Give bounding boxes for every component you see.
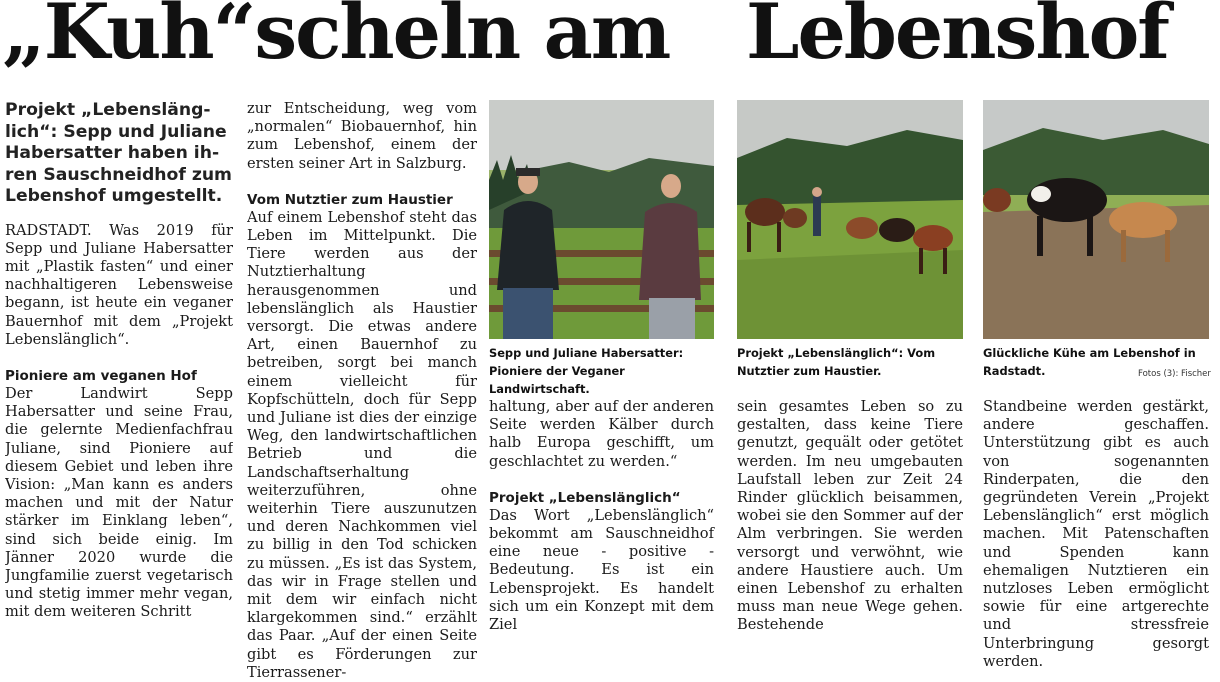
- lead-line: Habersatter haben ih-: [5, 143, 220, 163]
- lead-paragraph: [5, 100, 233, 208]
- body-paragraph: Standbeine werden gestärkt, andere geschaffen. Unterstützung gibt es auch von sogenannten Rinderpaten, die den gegründeten Verein „Projekt Lebenslänglich“ erst möglich machen. Mit Patenschaften und Spenden kann ehemaligen Nutztieren ein nutzloses Leben ermöglicht sowie für eine artgerechte und stressfreie Unterbringung gesorgt werden.: [983, 398, 1209, 670]
- caption-photo-1: Sepp und Juliane Habersatter: Pioniere der Veganer Landwirtschaft.: [489, 346, 684, 396]
- subheading-nutztier: Vom Nutztier zum Haustier: [247, 191, 453, 208]
- body-paragraph: Das Wort „Lebenslänglich“ bekommt am Sauschneidhof eine neue - positive - Bedeutung. Es ist ein Lebensprojekt. Es handelt sich um ein Konzept mit dem Ziel: [489, 506, 714, 634]
- body-paragraph: sein gesamtes Leben so zu gestalten, dass keine Tiere genutzt, gequält oder getötet werden. Im neu umgebauten Laufstall leben zur Zeit 24 Rinder glücklich beisammen, wobei sie den Sommer auf der Alm verbringen. Sie werden versorgt und verwöhnt, wie andere Haustiere auch. Um einen Lebenshof zu erhalten muss man neue Wege gehen. Bestehende: [737, 398, 963, 634]
- subheading-lebenslaenglich: Projekt „Lebenslänglich“: [489, 489, 681, 506]
- subheading-pioneers: Pioniere am veganen Hof: [5, 367, 197, 384]
- body-paragraph: haltung, aber auf der anderen Seite werden Kälber durch halb Europa geschifft, um geschlachtet zu werden.“: [489, 398, 714, 470]
- headline-part-1: „Kuh“scheln am: [2, 0, 670, 76]
- body-paragraph: Auf einem Lebenshof steht das Leben im Mittelpunkt. Die Tiere werden aus der Nutztierhaltung herausgenommen und lebenslänglich als Haustier versorgt. Die etwas andere Art, einen Bauernhof zu betreiben, sorgt bei manch einem vielleicht für Kopfschütteln, doch für Sepp und Juliane ist dies der einzige Weg, den landwirtschaftlichen Betrieb und die Landschaftserhaltung weiterzuführen, ohne weiterhin Tiere auszunutzen und deren Nachkommen viel zu billig in den Tod schicken zu müssen. „Es ist das System, das wir in Frage stellen und mit dem wir einfach nicht klargekommen sind.“ erzählt das Paar. „Auf der einen Seite gibt es Förderungen zur Tierrassener-: [247, 208, 477, 681]
- lead-line: Lebenshof umgestellt.: [5, 186, 223, 206]
- article-column-2: [247, 100, 477, 682]
- lead-line: ren Sauschneidhof zum: [5, 164, 232, 185]
- caption-photo-3: Glückliche Kühe am Lebenshof in Radstadt.: [983, 346, 1196, 378]
- article-column-1: [5, 100, 233, 622]
- lead-line: Projekt „Lebensläng-: [5, 100, 211, 120]
- headline-part-2: Lebenshof: [746, 0, 1168, 76]
- photo-happy-cows: [983, 100, 1209, 339]
- photo-couple: [489, 100, 714, 339]
- article-column-4: [737, 398, 963, 635]
- body-paragraph: zur Entscheidung, weg vom „normalen“ Biobauernhof, hin zum Lebenshof, einem der ersten seiner Art in Salzburg.: [247, 100, 477, 172]
- photo-credit: Fotos (3): Fischer: [1138, 369, 1211, 379]
- intro-paragraph: RADSTADT. Was 2019 für Sepp und Juliane Habersatter mit „Plastik fasten“ und einer nachhaltigeren Lebensweise begann, ist heute ein veganer Bauernhof mit dem „Projekt Lebenslänglich“.: [5, 221, 233, 348]
- caption-photo-2: Projekt „Lebenslänglich“: Vom Nutztier zum Haustier.: [737, 346, 936, 378]
- body-paragraph: Der Landwirt Sepp Habersatter und seine Frau, die gelernte Medienfachfrau Juliane, sind Pioniere auf diesem Gebiet und leben ihre Vision: „Man kann es anders machen und mit der Natur stärker im Einklang leben“, sind sich beide einig. Im Jänner 2020 wurde die Jungfamilie zuerst vegetarisch und stetig immer mehr vegan, mit dem weiteren Schritt: [5, 384, 233, 621]
- lead-line: lich“: Sepp und Juliane: [5, 121, 227, 142]
- article-column-3: [489, 398, 714, 634]
- article-column-5: [983, 398, 1209, 671]
- photo-cattle-herd: [737, 100, 963, 339]
